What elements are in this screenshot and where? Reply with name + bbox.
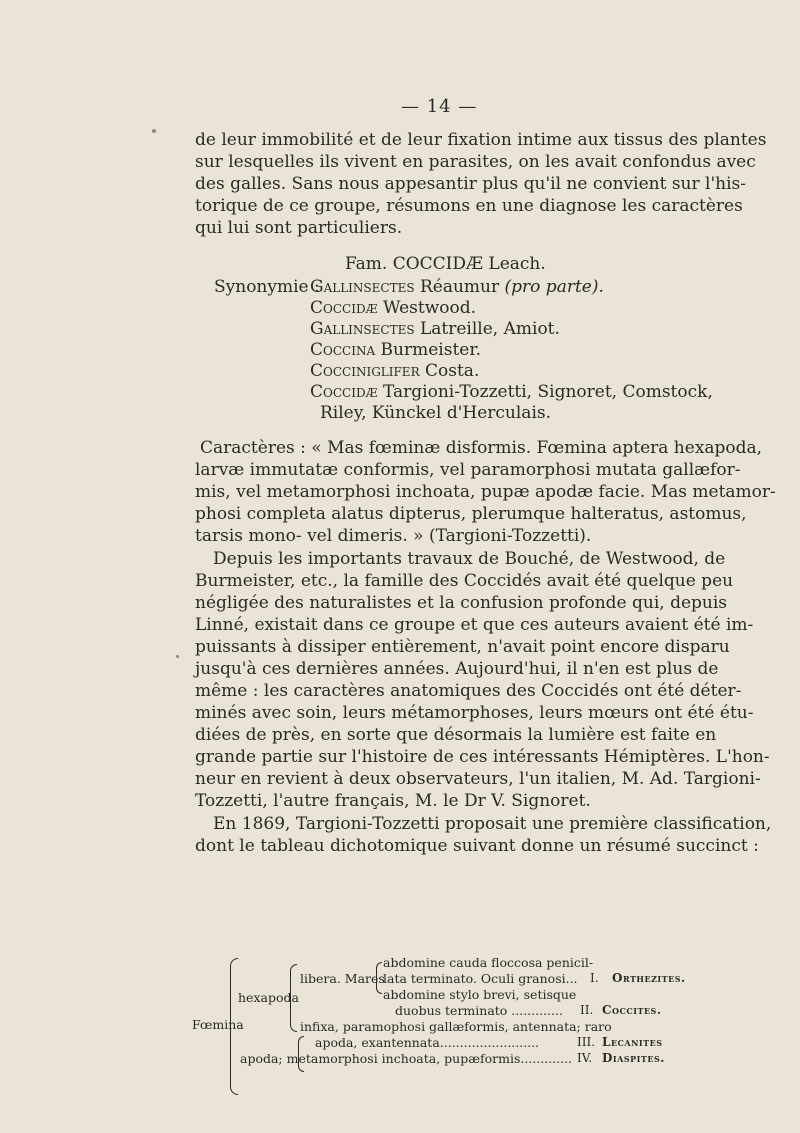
- page-speck: [176, 655, 179, 658]
- synonymy-entry: [310, 382, 713, 402]
- classification-line: dont le tableau dichotomique suivant donne un résumé succinct :: [195, 836, 759, 856]
- history-line: puissants à dissiper entièrement, n'avait point encore disparu: [195, 637, 730, 657]
- synonym-note: (pro parte).: [504, 277, 604, 297]
- key-result: [580, 1003, 662, 1017]
- synonym-name: Gallinsectes: [310, 319, 415, 339]
- result-name: Diaspites.: [602, 1051, 665, 1065]
- characters-line: phosi completa alatus dipterus, plerumque halteratus, astomus,: [195, 504, 747, 524]
- result-number: IV.: [577, 1051, 593, 1065]
- synonymy-continuation: Riley, Künckel d'Herculais.: [320, 403, 552, 423]
- page-speck: [152, 129, 156, 133]
- result-name: Orthezites.: [612, 971, 686, 985]
- synonymy-entry: [310, 340, 481, 360]
- result-name: Lecanites: [602, 1035, 663, 1049]
- intro-line: qui lui sont particuliers.: [195, 218, 403, 238]
- synonymy-entry: [310, 277, 604, 297]
- key-option-b2: duobus terminato .............: [395, 1003, 563, 1018]
- result-number: III.: [577, 1035, 596, 1049]
- result-number: I.: [590, 971, 599, 985]
- synonym-name: Coccina: [310, 340, 376, 360]
- key-apoda-pupaeformis: apoda; metamorphosi inchoata, pupæformis.............: [240, 1051, 573, 1066]
- synonym-name: Cocciniglifer: [310, 361, 420, 381]
- key-result: [590, 971, 686, 985]
- history-line: neur en revient à deux observateurs, l'un italien, M. Ad. Targioni-: [195, 769, 761, 789]
- intro-line: sur lesquelles ils vivent en parasites, on les avait confondus avec: [195, 152, 756, 172]
- synonym-name: Gallinsectes: [310, 277, 415, 297]
- synonym-author: Latreille, Amiot.: [414, 319, 560, 339]
- key-option-a2: lata terminato. Oculi granosi...: [383, 971, 578, 986]
- history-line: Linné, existait dans ce groupe et que ces auteurs avaient été im-: [195, 615, 754, 635]
- intro-line: de leur immobilité et de leur fixation intime aux tissus des plantes: [195, 130, 767, 150]
- key-result: [577, 1035, 663, 1049]
- history-line: minés avec soin, leurs métamorphoses, leurs mœurs ont été étu-: [195, 703, 754, 723]
- history-line: Tozzetti, l'autre français, M. le Dr V. Signoret.: [195, 791, 591, 811]
- synonymy-label: Synonymie :: [214, 277, 320, 297]
- intro-line: torique de ce groupe, résumons en une diagnose les caractères: [195, 196, 743, 216]
- key-result: [577, 1051, 665, 1065]
- synonym-name: Coccidæ: [310, 298, 378, 318]
- key-option-b1: abdomine stylo brevi, setisque: [383, 987, 577, 1002]
- synonymy-entry: [310, 298, 476, 318]
- history-line: même : les caractères anatomiques des Coccidés ont été déter-: [195, 681, 742, 701]
- key-libera: libera. Mares: [300, 971, 385, 986]
- key-apoda-exantennata: apoda, exantennata.........................: [315, 1035, 540, 1050]
- family-heading: Fam. COCCIDÆ Leach.: [345, 254, 546, 274]
- history-line: Depuis les importants travaux de Bouché, de Westwood, de: [213, 549, 726, 569]
- classification-line: En 1869, Targioni-Tozzetti proposait une première classification,: [213, 814, 772, 834]
- page-number: — 14 —: [401, 96, 478, 117]
- synonym-author: Westwood.: [377, 298, 477, 318]
- history-line: Burmeister, etc., la famille des Coccidés avait été quelque peu: [195, 571, 734, 591]
- synonym-author: Réaumur: [414, 277, 505, 297]
- characters-line: tarsis mono- vel dimeris. » (Targioni-Tozzetti).: [195, 526, 592, 546]
- history-line: négligée des naturalistes et la confusion profonde qui, depuis: [195, 593, 728, 613]
- synonym-author: Targioni-Tozzetti, Signoret, Comstock,: [377, 382, 713, 402]
- history-line: grande partie sur l'histoire de ces intéressants Hémiptères. L'hon-: [195, 747, 770, 767]
- synonym-author: Costa.: [419, 361, 480, 381]
- synonym-name: Coccidæ: [310, 382, 378, 402]
- result-number: II.: [580, 1003, 594, 1017]
- characters-line: larvæ immutatæ conformis, vel paramorphosi mutata gallæfor-: [195, 460, 741, 480]
- key-hexapoda: hexapoda: [238, 990, 299, 1005]
- characters-line: Caractères : « Mas fœminæ disformis. Fœmina aptera hexapoda,: [200, 438, 763, 458]
- synonym-author: Burmeister.: [375, 340, 481, 360]
- key-infixa: infixa, paramophosi gallæformis, antennata; raro: [300, 1019, 612, 1034]
- synonymy-entry: [310, 319, 560, 339]
- intro-line: des galles. Sans nous appesantir plus qu'il ne convient sur l'his-: [195, 174, 746, 194]
- key-foemina: Fœmina: [192, 1017, 244, 1032]
- history-line: jusqu'à ces dernières années. Aujourd'hui, il n'en est plus de: [195, 659, 719, 679]
- key-option-a1: abdomine cauda floccosa penicil-: [383, 955, 594, 970]
- characters-line: mis, vel metamorphosi inchoata, pupæ apodæ facie. Mas metamor-: [195, 482, 776, 502]
- synonymy-entry: [310, 361, 479, 381]
- history-line: diées de près, en sorte que désormais la lumière est faite en: [195, 725, 717, 745]
- result-name: Coccites.: [602, 1003, 662, 1017]
